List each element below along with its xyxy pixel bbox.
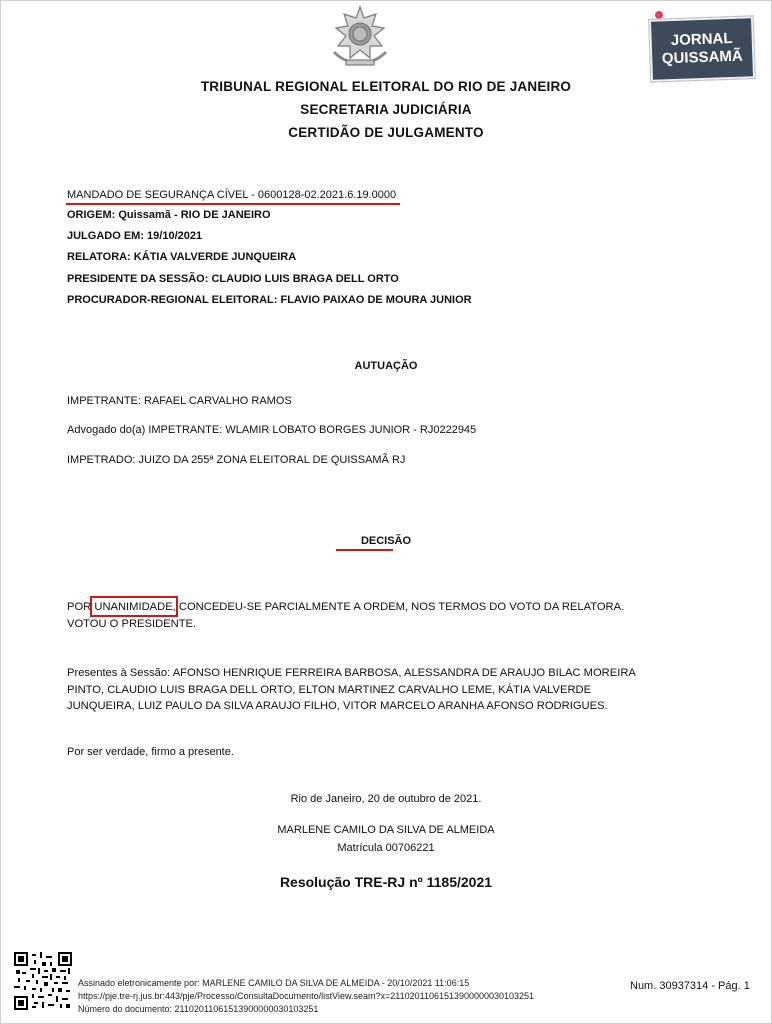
advogado: Advogado do(a) IMPETRANTE: WLAMIR LOBATO BORGES JUNIOR - RJ0222945 [67, 424, 477, 436]
unanimidade-highlight: UNANIMIDADE, [94, 601, 176, 613]
rapporteur: RELATORA: KÁTIA VALVERDE JUNQUEIRA [67, 251, 297, 263]
case-underline [66, 203, 400, 205]
unanimidade-box [90, 596, 178, 617]
signed-by: Assinado eletronicamente por: MARLENE CAMILO DA SILVA DE ALMEIDA - 20/10/2021 11:06:15 [78, 978, 470, 988]
decisao-heading: DECISÃO [360, 535, 412, 547]
attestation: Por ser verdade, firmo a presente. [67, 746, 234, 758]
decision-prefix: POR [67, 601, 95, 613]
judgment-date: JULGADO EM: 19/10/2021 [67, 230, 203, 242]
logo-line-2: QUISSAMÃ [661, 47, 743, 68]
court-name: TRIBUNAL REGIONAL ELEITORAL DO RIO DE JANEIRO [200, 79, 572, 94]
decisao-underline [336, 549, 393, 551]
signer-name: MARLENE CAMILO DA SILVA DE ALMEIDA [277, 824, 495, 836]
regional-prosecutor: PROCURADOR-REGIONAL ELEITORAL: FLAVIO PAIXAO DE MOURA JUNIOR [67, 294, 472, 306]
origin: ORIGEM: Quissamã - RIO DE JANEIRO [67, 209, 271, 221]
resolution: Resolução TRE-RJ nº 1185/2021 [279, 874, 493, 890]
autuacao-heading: AUTUAÇÃO [354, 360, 418, 372]
signer-registration: Matrícula 00706221 [337, 842, 435, 854]
coat-of-arms-icon [326, 4, 394, 70]
impetrante: IMPETRANTE: RAFAEL CARVALHO RAMOS [67, 395, 292, 407]
impetrado: IMPETRADO: JUIZO DA 255ª ZONA ELEITORAL DE QUISSAMÃ RJ [67, 454, 406, 466]
consulta-url[interactable]: https://pje.tre-rj.jus.br:443/pje/Processo/ConsultaDocumento/listView.seam?x=21102011061513900000030103251 [78, 991, 535, 1001]
document-title: CERTIDÃO DE JULGAMENTO [288, 125, 484, 140]
decision-outcome: CONCEDEU-SE PARCIALMENTE A ORDEM, NOS TERMOS DO VOTO DA RELATORA. [175, 601, 625, 613]
session-president: PRESIDENTE DA SESSÃO: CLAUDIO LUIS BRAGA DELL ORTO [67, 273, 399, 285]
present-members: Presentes à Sessão: AFONSO HENRIQUE FERREIRA BARBOSA, ALESSANDRA DE ARAUJO BILAC MOREIRA PINTO, CLAUDIO LUIS BRAGA DELL ORTO, ELTON MARTINEZ CARVALHO LEME, KÁTIA VALVERDE JUNQUEIRA, LUIZ PAULO DA SILVA ARAUJO FILHO, VITOR MARCELO ARANHA AFONSO RODRIGUES. [67, 667, 636, 712]
jornal-quissama-logo [649, 16, 755, 82]
decision-vote: VOTOU O PRESIDENTE. [67, 617, 197, 630]
department-name: SECRETARIA JUDICIÁRIA [300, 102, 472, 117]
pin-icon [655, 11, 663, 19]
case-number: MANDADO DE SEGURANÇA CÍVEL - 0600128-02.2021.6.19.0000 [67, 189, 397, 201]
place-date: Rio de Janeiro, 20 de outubro de 2021. [290, 793, 482, 805]
logo-line-1: JORNAL [670, 29, 733, 50]
document-number: Número do documento: 21102011061513900000030103251 [78, 1004, 319, 1014]
qr-code-icon [14, 952, 72, 1010]
page-number: Num. 30937314 - Pág. 1 [630, 980, 750, 992]
